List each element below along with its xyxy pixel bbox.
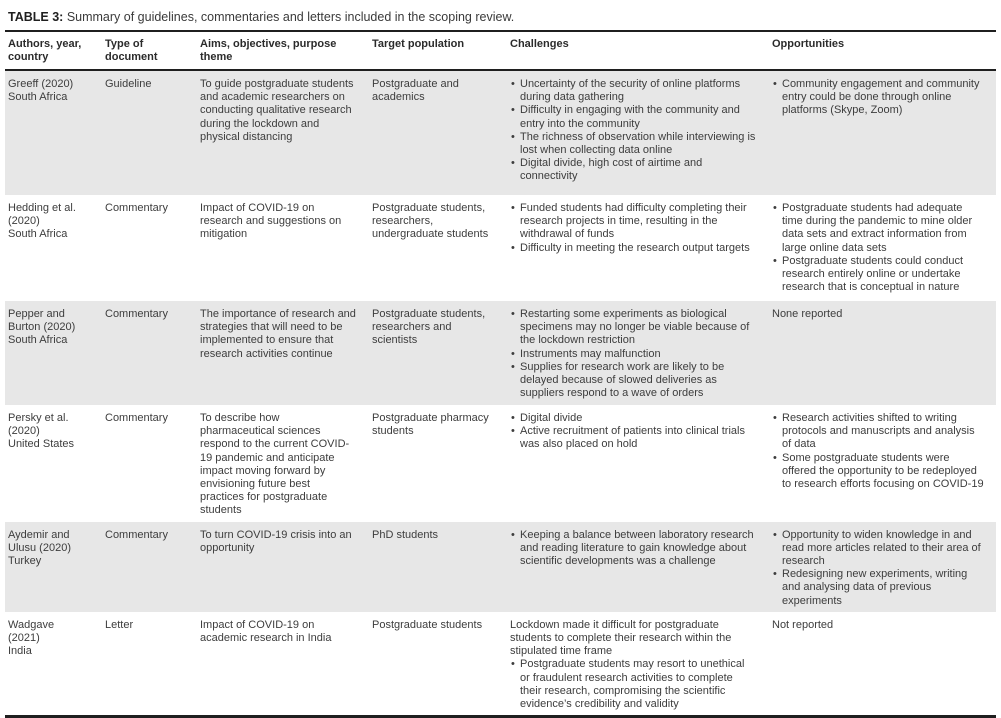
bullet-item: • Restarting some experiments as biological specimens may no longer be viable because of the lockdown restriction <box>510 308 757 348</box>
cell-aims: Impact of COVID-19 on research and suggestions on mitigation <box>200 202 342 241</box>
header-row <box>5 32 996 70</box>
cell-aims: To turn COVID-19 crisis into an opportunity <box>200 528 352 554</box>
column-header-challenges: Challenges <box>507 32 769 70</box>
cell-target: Postgraduate pharmacy students <box>372 412 489 438</box>
column-header-opportunities: Opportunities <box>769 32 996 70</box>
bullet-item: • Instruments may malfunction <box>510 348 757 361</box>
column-header-target: Target population <box>369 32 507 70</box>
bullet-item: • Postgraduate students had adequate time during the pandemic to mine older data sets and extract information from large online data sets <box>772 202 984 255</box>
table-title-label: TABLE 3: <box>8 10 64 24</box>
cell-challenges <box>507 612 769 717</box>
bullet-item: • Difficulty in engaging with the community and entry into the community <box>510 104 757 130</box>
bullet-item: • Postgraduate students could conduct research entirely online or undertake research that is conceptual in nature <box>772 255 984 295</box>
cell-type: Commentary <box>105 202 168 214</box>
bullet-item: • Postgraduate students may resort to unethical or fraudulent research activities to complete their research, compromising the scientific evidence’s credibility and validity <box>510 658 757 711</box>
bullet-item: • Difficulty in meeting the research output targets <box>510 242 757 255</box>
bullet-item: • Supplies for research work are likely to be delayed because of slowed deliveries as suppliers respond to a wave of orders <box>510 361 757 401</box>
cell-target: Postgraduate and academics <box>372 78 459 104</box>
bullet-item: • Uncertainty of the security of online platforms during data gathering <box>510 78 757 104</box>
cell-aims: Impact of COVID-19 on academic research in India <box>200 618 332 645</box>
bullet-item: • Opportunity to widen knowledge in and read more articles related to their area of research <box>772 529 984 569</box>
cell-type: Commentary <box>105 308 168 320</box>
bullet-item: • Research activities shifted to writing protocols and manuscripts and analysis of data <box>772 412 984 452</box>
cell-authors: Greeff (2020) South Africa <box>8 78 74 104</box>
bullet-item: • The richness of observation while interviewing is lost when collecting data online <box>510 131 757 157</box>
review-table <box>5 32 996 718</box>
cell-opportunities <box>769 405 996 522</box>
bullet-item: • Active recruitment of patients into clinical trials was also placed on hold <box>510 425 757 451</box>
cell-target: Postgraduate students <box>372 618 483 631</box>
cell-text: None reported <box>772 308 843 320</box>
column-header-authors: Authors, year, country <box>5 32 102 70</box>
bullet-item: • Funded students had difficulty completing their research projects in time, resulting in the withdrawal of funds <box>510 202 757 242</box>
cell-authors: Aydemir and Ulusu (2020) Turkey <box>8 528 71 568</box>
table-row <box>5 195 996 301</box>
cell-opportunities <box>769 612 996 717</box>
cell-aims: To describe how pharmaceutical sciences respond to the current COVID-19 pandemic and anticipate impact moving forward by envisioning future best practices for postgraduate students <box>200 412 350 517</box>
bullet-item: • Community engagement and community entry could be done through online platforms (Skype, Zoom) <box>772 78 984 118</box>
cell-authors: Pepper and Burton (2020) South Africa <box>8 308 76 347</box>
bullet-item: • Keeping a balance between laboratory research and reading literature to gain knowledge about scientific developments was a challenge <box>510 529 757 569</box>
table-row <box>5 70 996 195</box>
cell-text: Lockdown made it difficult for postgraduate students to complete their research within the stipulated time frame <box>510 618 732 658</box>
column-header-aims: Aims, objectives, purpose theme <box>197 32 369 70</box>
bullet-item: • Digital divide <box>510 412 757 425</box>
cell-aims: To guide postgraduate students and academic researchers on conducting qualitative research during the lockdown and physical distancing <box>200 78 354 143</box>
cell-authors: Wadgave (2021) India <box>8 618 55 658</box>
cell-opportunities <box>769 70 996 195</box>
cell-opportunities <box>769 522 996 612</box>
table-title <box>5 8 996 32</box>
table-title-text: Summary of guidelines, commentaries and letters included in the scoping review. <box>66 10 515 24</box>
cell-target: PhD students <box>372 528 439 541</box>
table-body <box>5 70 996 717</box>
table-header <box>5 32 996 70</box>
cell-opportunities <box>769 301 996 405</box>
cell-challenges <box>507 195 769 301</box>
cell-challenges <box>507 70 769 195</box>
cell-authors: Hedding et al. (2020) South Africa <box>8 202 76 241</box>
cell-aims: The importance of research and strategies that will need to be implemented to ensure that research activities continue <box>200 308 356 360</box>
cell-target: Postgraduate students, researchers and scientists <box>372 308 486 347</box>
cell-type: Guideline <box>105 78 152 90</box>
bullet-item: • Redesigning new experiments, writing and analysing data of previous experiments <box>772 568 984 608</box>
cell-authors: Persky et al. (2020) United States <box>8 412 75 451</box>
cell-challenges <box>507 522 769 612</box>
cell-opportunities <box>769 195 996 301</box>
table-row <box>5 405 996 522</box>
cell-type: Commentary <box>105 528 168 541</box>
table-row <box>5 612 996 717</box>
cell-type: Commentary <box>105 412 168 424</box>
bullet-item: • Some postgraduate students were offered the opportunity to be redeployed to research efforts focusing on COVID-19 <box>772 452 984 492</box>
table-row <box>5 301 996 405</box>
cell-target: Postgraduate students, researchers, undergraduate students <box>372 202 489 241</box>
cell-text: Not reported <box>772 618 834 631</box>
cell-type: Letter <box>105 618 134 631</box>
table-row <box>5 522 996 612</box>
cell-challenges <box>507 405 769 522</box>
cell-challenges <box>507 301 769 405</box>
bullet-item: • Digital divide, high cost of airtime and connectivity <box>510 157 757 183</box>
column-header-type: Type of document <box>102 32 197 70</box>
